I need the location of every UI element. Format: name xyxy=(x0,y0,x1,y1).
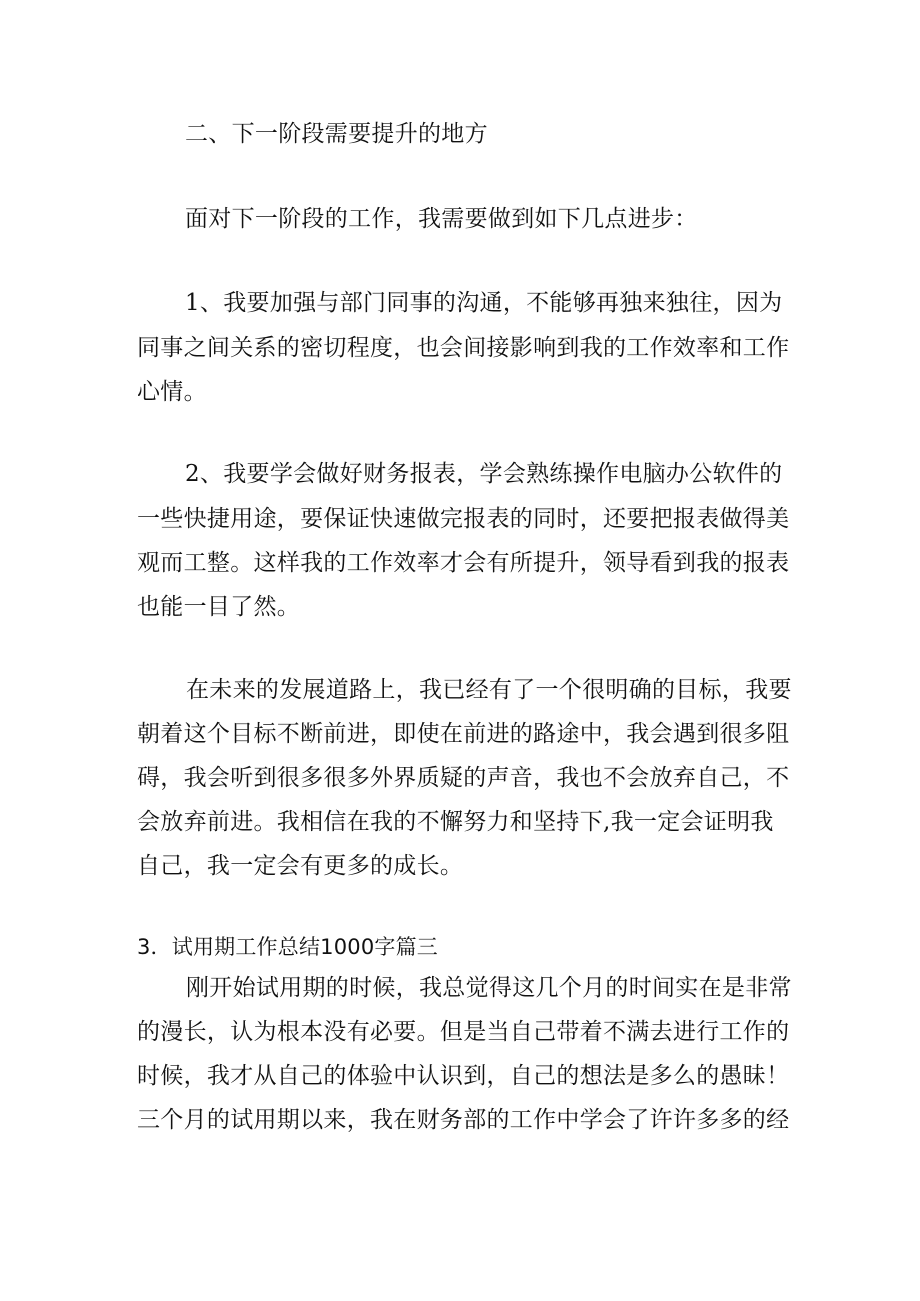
paragraph-line: 的漫长，认为根本没有必要。但是当自己带着不满去进行工作的 xyxy=(137,1019,790,1045)
paragraph-line: 1、我要加强与部门同事的沟通，不能够再独来独往，因为 xyxy=(185,290,783,316)
part-3-heading: 3．试用期工作总结1000字篇三 xyxy=(137,935,439,959)
paragraph-line: 也能一目了然。 xyxy=(137,594,301,620)
paragraph-line: 2、我要学会做好财务报表，学会熟练操作电脑办公软件的 xyxy=(185,461,783,487)
paragraph-line: 刚开始试用期的时候，我总觉得这几个月的时间实在是非常 xyxy=(186,975,792,1001)
paragraph-line: 碍，我会听到很多很多外界质疑的声音，我也不会放弃自己，不 xyxy=(137,765,790,791)
intro-paragraph: 面对下一阶段的工作，我需要做到如下几点进步： xyxy=(185,206,698,232)
section-heading: 二、下一阶段需要提升的地方 xyxy=(185,121,488,147)
paragraph-line: 心情。 xyxy=(137,379,207,405)
paragraph-line: 一些快捷用途，要保证快速做完报表的同时，还要把报表做得美 xyxy=(137,506,790,532)
paragraph-line: 三个月的试用期以来，我在财务部的工作中学会了许许多多的经 xyxy=(137,1107,790,1133)
paragraph-line: 同事之间关系的密切程度，也会间接影响到我的工作效率和工作 xyxy=(137,335,790,361)
paragraph-line: 自己，我一定会有更多的成长。 xyxy=(137,853,464,879)
paragraph-line: 在未来的发展道路上，我已经有了一个很明确的目标，我要 xyxy=(186,677,792,703)
paragraph-line: 会放弃前进。我相信在我的不懈努力和坚持下,我一定会证明我 xyxy=(137,809,774,835)
paragraph-line: 观而工整。这样我的工作效率才会有所提升，领导看到我的报表 xyxy=(137,550,790,576)
paragraph-line: 朝着这个目标不断前进，即使在前进的路途中，我会遇到很多阻 xyxy=(137,721,790,747)
paragraph-line: 时候，我才从自己的体验中认识到，自己的想法是多么的愚昧！ xyxy=(137,1063,790,1089)
